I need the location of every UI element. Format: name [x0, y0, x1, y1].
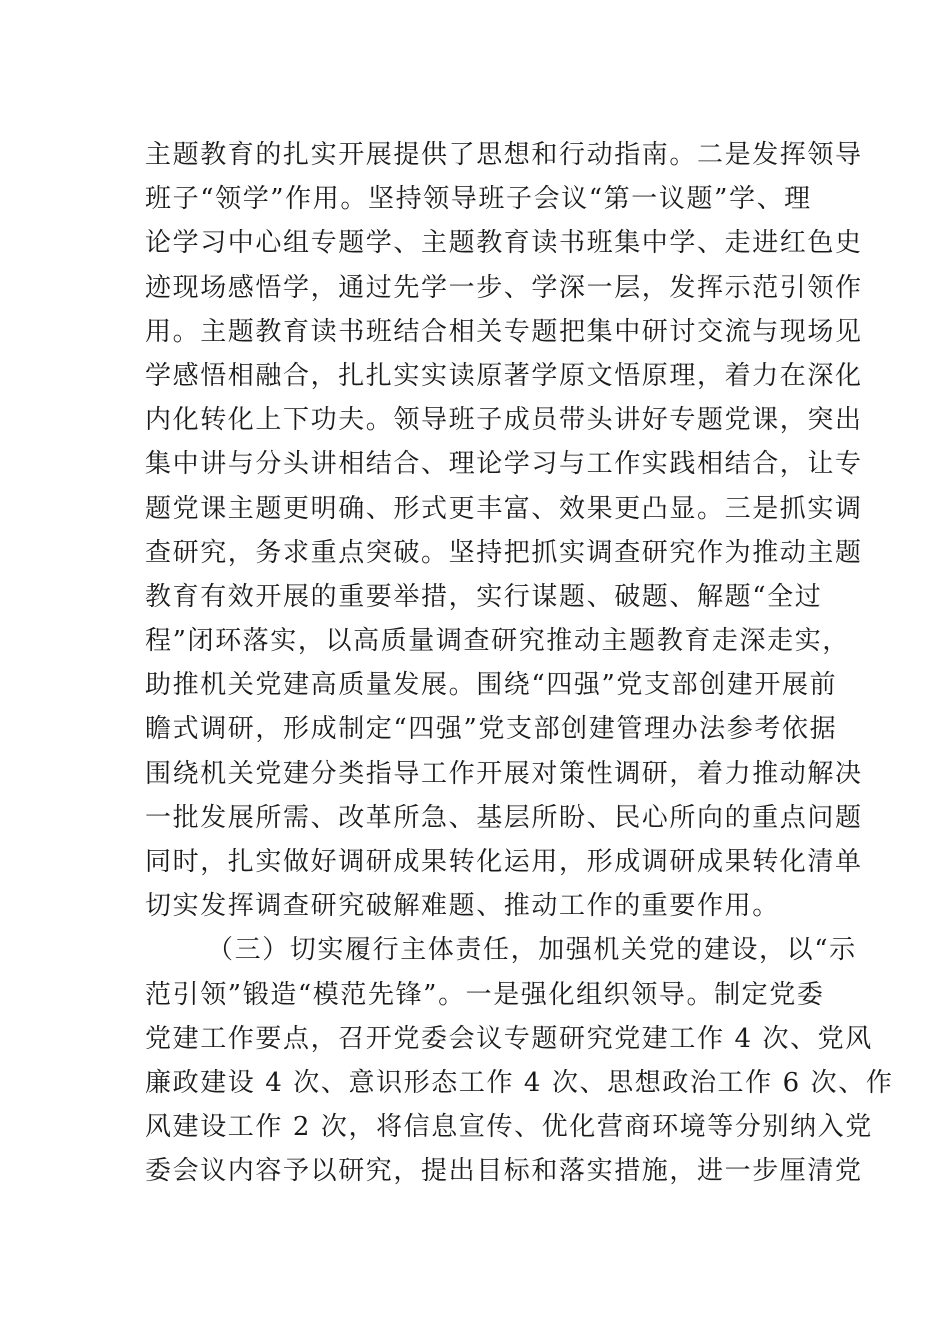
- text-line: 集中讲与分头讲相结合、理论学习与工作实践相结合，让专: [145, 449, 863, 480]
- text-line: 党建工作要点，召开党委会议专题研究党建工作 4 次、党风: [145, 1023, 873, 1054]
- text-line: 风建设工作 2 次，将信息宣传、优化营商环境等分别纳入党: [145, 1112, 873, 1143]
- text-line: 班子“领学”作用。坚持领导班子会议“第一议题”学、理: [145, 184, 812, 215]
- text-line: 迹现场感悟学，通过先学一步、学深一层，发挥示范引领作: [145, 272, 863, 303]
- text-line: 助推机关党建高质量发展。围绕“四强”党支部创建开展前: [145, 670, 838, 701]
- text-line: 查研究，务求重点突破。坚持把抓实调查研究作为推动主题: [145, 537, 863, 568]
- text-line: 内化转化上下功夫。领导班子成员带头讲好专题党课，突出: [145, 405, 863, 436]
- text-line: 廉政建设 4 次、意识形态工作 4 次、思想政治工作 6 次、作: [145, 1067, 894, 1098]
- text-line: 程”闭环落实，以高质量调查研究推动主题教育走深走实，: [145, 626, 850, 657]
- text-line: 用。主题教育读书班结合相关专题把集中研讨交流与现场见: [145, 316, 863, 347]
- body-text: [145, 133, 894, 1194]
- text-line: 学感悟相融合，扎扎实实读原著学原文悟原理，着力在深化: [145, 360, 863, 391]
- text-line: 主题教育的扎实开展提供了思想和行动指南。二是发挥领导: [145, 140, 863, 170]
- text-line: 一批发展所需、改革所急、基层所盼、民心所向的重点问题: [145, 802, 863, 833]
- text-line: 论学习中心组专题学、主题教育读书班集中学、走进红色史: [145, 228, 863, 259]
- text-line: 范引领”锻造“模范先锋”。一是强化组织领导。制定党委: [145, 979, 825, 1010]
- text-line: 教育有效开展的重要举措，实行谋题、破题、解题“全过: [145, 581, 823, 612]
- section-heading-line: （三）切实履行主体责任，加强机关党的建设，以“示: [207, 935, 857, 966]
- text-line: 委会议内容予以研究，提出目标和落实措施，进一步厘清党: [145, 1156, 863, 1187]
- text-line: 题党课主题更明确、形式更丰富、效果更凸显。三是抓实调: [145, 493, 863, 524]
- text-line: 围绕机关党建分类指导工作开展对策性调研，着力推动解决: [145, 758, 863, 789]
- text-line: 同时，扎实做好调研成果转化运用，形成调研成果转化清单: [145, 847, 863, 877]
- text-line: 瞻式调研，形成制定“四强”党支部创建管理办法参考依据: [145, 714, 838, 745]
- text-line: 切实发挥调查研究破解难题、推动工作的重要作用。: [145, 891, 780, 922]
